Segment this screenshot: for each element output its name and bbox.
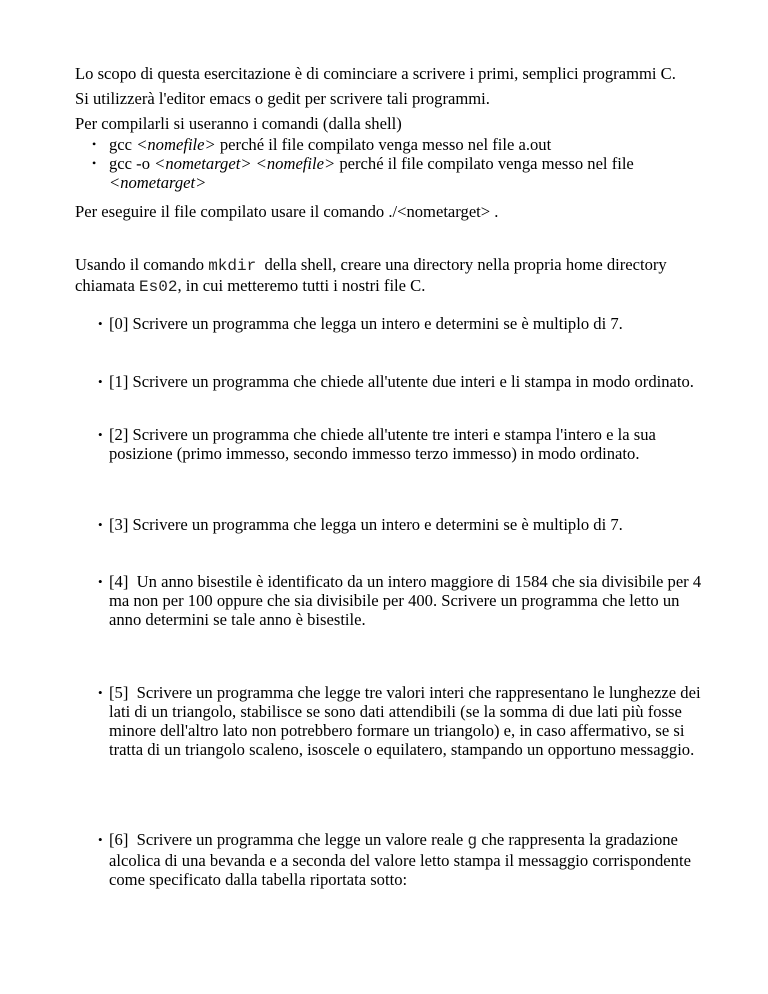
compile-desc: perché il file compilato venga messo nel file xyxy=(335,154,634,173)
exercise-list xyxy=(75,314,705,889)
exercise-text: che rappresenta la gradazione alcolica di una bevanda e a seconda del valore letto stampa il messaggio corrispondente come specificato dalla tabella riportata sotto: xyxy=(109,830,691,889)
exercise-item: • [1] Scrivere un programma che chiede all'utente due interi e li stampa in modo ordinato. xyxy=(75,372,705,391)
compile-cmd: gcc -o xyxy=(109,154,155,173)
exercise-item: • [2] Scrivere un programma che chiede all'utente tre interi e stampa l'intero e la sua posizione (primo immesso, secondo immesso terzo immesso) in modo ordinato. xyxy=(75,425,705,463)
mkdir-paragraph xyxy=(75,255,705,297)
variable-code: g xyxy=(467,832,478,850)
exercise-item: • [0] Scrivere un programma che legga un intero e determini se è multiplo di 7. xyxy=(75,314,705,333)
mkdir-text: , in cui metteremo tutti i nostri file C. xyxy=(177,276,426,295)
mkdir-text: della shell, creare una directory nella propria home directory chiamata xyxy=(75,255,671,295)
exercise-item: • [5] Scrivere un programma che legge tre valori interi che rappresentano le lunghezze dei lati di un triangolo, stabilisce se sono dati attendibili (se la somma di due lati più fosse minore dell'altro lato non potrebbero formare un triangolo) e, in caso affermativo, se si tratta di un triangolo scaleno, isoscele o equilatero, stampando un opportuno messaggio. xyxy=(75,683,705,759)
compile-desc: perché il file compilato venga messo nel file a.out xyxy=(215,135,552,154)
compile-paragraph: Per compilarli si useranno i comandi (dalla shell) xyxy=(75,114,402,133)
exercise-item xyxy=(75,830,705,889)
exercise-text: [6] Scrivere un programma che legge un valore reale xyxy=(109,830,468,849)
document-page xyxy=(75,64,705,889)
compile-arg: <nomefile> xyxy=(136,135,216,154)
compile-cmd: gcc xyxy=(109,135,137,154)
compile-arg: <nometarget> xyxy=(109,173,207,192)
exercise-item: • [4] Un anno bisestile è identificato da un intero maggiore di 1584 che sia divisibile per 4 ma non per 100 oppure che sia divisibile per 400. Scrivere un programma che letto un anno determini se tale anno è bisestile. xyxy=(75,572,705,629)
mkdir-code: mkdir xyxy=(208,257,257,275)
dir-name-code: Es02 xyxy=(139,278,178,296)
compile-command-item xyxy=(75,135,705,154)
exercise-item: • [3] Scrivere un programma che legga un intero e determini se è multiplo di 7. xyxy=(75,515,705,534)
compile-commands-list xyxy=(75,135,705,192)
intro-paragraph: Lo scopo di questa esercitazione è di cominciare a scrivere i primi, semplici programmi C. xyxy=(75,64,676,83)
editor-paragraph: Si utilizzerà l'editor emacs o gedit per scrivere tali programmi. xyxy=(75,89,490,108)
compile-command-item xyxy=(75,154,705,192)
run-paragraph: Per eseguire il file compilato usare il comando ./<nometarget> . xyxy=(75,202,499,221)
compile-arg: <nometarget> xyxy=(154,154,252,173)
mkdir-text: Usando il comando xyxy=(75,255,209,274)
compile-arg: <nomefile> xyxy=(255,154,336,173)
